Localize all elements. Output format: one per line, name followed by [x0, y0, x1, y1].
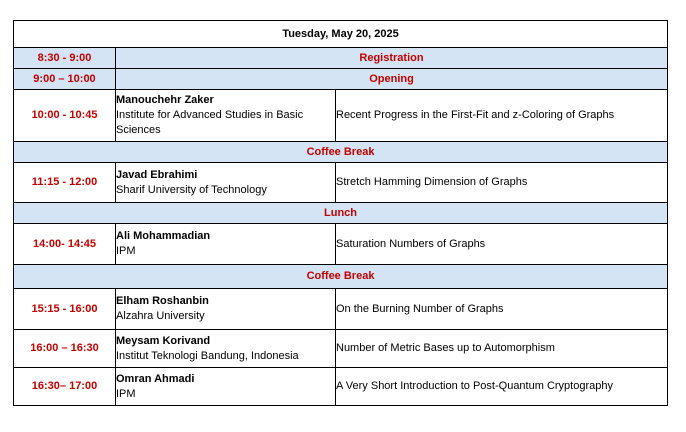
break-label: Coffee Break — [14, 142, 668, 163]
speaker-name: Ali Mohammadian — [116, 230, 211, 242]
session-label: Registration — [116, 48, 668, 69]
session-time: 10:00 - 10:45 — [14, 90, 116, 142]
session-time: 14:00- 14:45 — [14, 224, 116, 265]
schedule-row — [14, 265, 668, 289]
schedule-row — [14, 289, 668, 330]
speaker-affiliation: IPM — [116, 245, 136, 257]
break-label: Coffee Break — [14, 265, 668, 289]
session-label: Opening — [116, 69, 668, 90]
speaker-cell — [116, 289, 336, 330]
schedule-row — [14, 142, 668, 163]
speaker-name: Omran Ahmadi — [116, 372, 195, 385]
schedule-row — [14, 330, 668, 368]
talk-title: A Very Short Introduction to Post-Quantum Cryptography — [336, 368, 668, 406]
schedule-title: Tuesday, May 20, 2025 — [14, 21, 668, 48]
speaker-cell — [116, 90, 336, 142]
talk-title: Stretch Hamming Dimension of Graphs — [336, 163, 668, 203]
schedule-table — [13, 20, 668, 406]
break-label: Lunch — [14, 203, 668, 224]
speaker-affiliation: Institute for Advanced Studies in Basic Sciences — [116, 109, 304, 136]
speaker-cell — [116, 368, 336, 406]
session-time: 9:00 – 10:00 — [14, 69, 116, 90]
schedule-row — [14, 69, 668, 90]
schedule-row — [14, 368, 668, 406]
speaker-name: Manouchehr Zaker — [116, 94, 214, 106]
speaker-name: Elham Roshanbin — [116, 295, 209, 307]
speaker-name: Javad Ebrahimi — [116, 168, 198, 181]
speaker-affiliation: Alzahra University — [116, 310, 205, 322]
session-time: 8:30 - 9:00 — [14, 48, 116, 69]
speaker-affiliation: IPM — [116, 387, 136, 400]
speaker-cell — [116, 224, 336, 265]
schedule-row — [14, 224, 668, 265]
schedule-row — [14, 203, 668, 224]
speaker-name: Meysam Korivand — [116, 334, 211, 347]
session-time: 16:00 – 16:30 — [14, 330, 116, 368]
speaker-affiliation: Institut Teknologi Bandung, Indonesia — [116, 349, 299, 362]
session-time: 11:15 - 12:00 — [14, 163, 116, 203]
speaker-affiliation: Sharif University of Technology — [116, 183, 267, 196]
schedule-row — [14, 48, 668, 69]
session-time: 15:15 - 16:00 — [14, 289, 116, 330]
title-row — [14, 21, 668, 48]
talk-title: Number of Metric Bases up to Automorphism — [336, 330, 668, 368]
talk-title: Saturation Numbers of Graphs — [336, 224, 668, 265]
session-time: 16:30– 17:00 — [14, 368, 116, 406]
schedule-row — [14, 90, 668, 142]
talk-title: Recent Progress in the First-Fit and z-Coloring of Graphs — [336, 90, 668, 142]
speaker-cell — [116, 330, 336, 368]
schedule-row — [14, 163, 668, 203]
speaker-cell — [116, 163, 336, 203]
talk-title: On the Burning Number of Graphs — [336, 289, 668, 330]
